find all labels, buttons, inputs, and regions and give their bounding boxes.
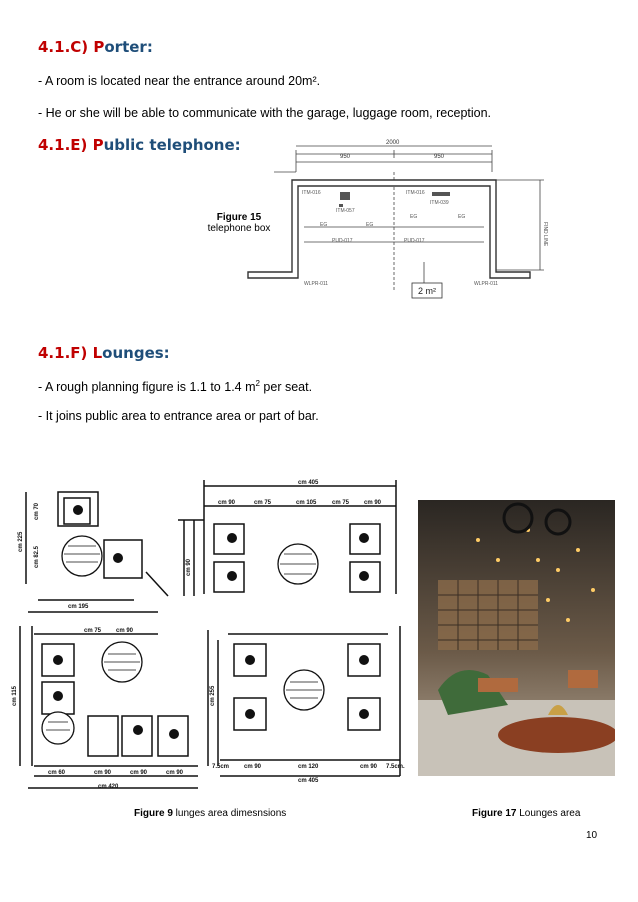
figure9-label: Figure 9: [134, 808, 173, 819]
dim-bl-90a: cm 90: [94, 770, 112, 776]
heading-phone-rest: ublic telephone:: [103, 136, 241, 154]
dim-top-total: cm 405: [298, 480, 319, 486]
svg-text:EG: EG: [320, 222, 328, 228]
svg-text:FIND LINE: FIND LINE: [542, 222, 548, 247]
area-label: 2 m²: [418, 286, 436, 296]
heading-porter-num: 4.1.C): [38, 38, 89, 56]
svg-text:EG: EG: [458, 214, 466, 220]
dim-br-a: 7.5cm: [212, 764, 230, 770]
dim-br-e: 7.5cm.: [386, 764, 405, 770]
dim-left-bottom: cm 195: [68, 604, 89, 610]
porter-line-2: - He or she will be able to communicate with the garage, luggage room, reception.: [38, 106, 492, 120]
dim-half-right: 950: [434, 154, 445, 160]
svg-text:ITM-057: ITM-057: [336, 208, 355, 214]
heading-lounges-initial: L: [92, 344, 103, 362]
heading-porter-rest: orter:: [104, 38, 153, 56]
dim-bl-a: cm 75: [84, 628, 102, 634]
dim-top-e: cm 90: [364, 500, 382, 506]
heading-phone-num: 4.1.E): [38, 136, 88, 154]
porter-line-1: - A room is located near the entrance around 20m².: [38, 74, 321, 88]
dim-left-b: cm 70: [34, 502, 40, 520]
dim-top-d: cm 75: [332, 500, 350, 506]
svg-text:PUD-017: PUD-017: [404, 238, 425, 244]
lounge-plan-drawing: [8, 476, 414, 794]
dim-bl-total: cm 420: [98, 784, 119, 790]
heading-public-telephone: [38, 136, 241, 154]
dim-side-a: cm 90: [186, 558, 192, 576]
svg-text:ITM-016: ITM-016: [302, 190, 321, 196]
figure9-caption: [134, 808, 286, 819]
page-number: 10: [586, 830, 598, 841]
svg-text:WLPR-011: WLPR-011: [474, 281, 499, 287]
dim-top-c: cm 105: [296, 500, 317, 506]
dim-bl-90c: cm 90: [166, 770, 184, 776]
dim-side-c: cm 115: [12, 685, 18, 706]
lounge-line-1-end: per seat.: [259, 380, 313, 395]
figure15-text: telephone box: [207, 223, 271, 234]
figure9-text: lunges area dimesnsions: [172, 808, 287, 819]
dim-half-left: 950: [340, 154, 351, 160]
dim-top-a: cm 90: [218, 500, 236, 506]
figure17-text: Lounges area: [516, 808, 581, 819]
svg-text:ITM-039: ITM-039: [430, 200, 449, 206]
dim-br-d: cm 90: [360, 764, 378, 770]
dim-bl-60: cm 60: [48, 770, 66, 776]
heading-porter-initial: P: [93, 38, 105, 56]
svg-text:PUD-017: PUD-017: [332, 238, 353, 244]
dim-left-h: cm 225: [18, 531, 24, 552]
dim-bl-90b: cm 90: [130, 770, 148, 776]
dim-br-b: cm 90: [244, 764, 262, 770]
heading-lounges: [38, 344, 170, 362]
heading-porter: [38, 38, 153, 56]
dim-side-b: cm 255: [210, 685, 216, 706]
telephone-box-drawing: [244, 132, 564, 302]
lounge-photo: [418, 500, 615, 776]
svg-text:EG: EG: [410, 214, 418, 220]
lounge-line-1-text: - A rough planning figure is 1.1 to 1.4 m: [38, 380, 256, 395]
figure17-caption: [472, 808, 580, 819]
dim-br-total: cm 405: [298, 778, 319, 784]
heading-lounges-num: 4.1.F): [38, 344, 88, 362]
lounge-line-2: - It joins public area to entrance area or part of bar.: [38, 409, 319, 423]
lounge-line-1: [38, 379, 312, 394]
heading-phone-initial: P: [92, 136, 104, 154]
figure17-label: Figure 17: [472, 808, 517, 819]
svg-text:WLPR-011: WLPR-011: [304, 281, 329, 287]
dim-left-a: cm 82.5: [34, 545, 40, 568]
svg-text:ITM-016: ITM-016: [406, 190, 425, 196]
heading-lounges-rest: ounges:: [102, 344, 170, 362]
dim-br-c: cm 120: [298, 764, 319, 770]
figure15-label: Figure 15: [216, 212, 262, 223]
lounge-line-1-sup: 2: [255, 379, 260, 388]
dim-top-b: cm 75: [254, 500, 272, 506]
svg-text:EG: EG: [366, 222, 374, 228]
dim-total: 2000: [386, 140, 400, 146]
dim-bl-b: cm 90: [116, 628, 134, 634]
